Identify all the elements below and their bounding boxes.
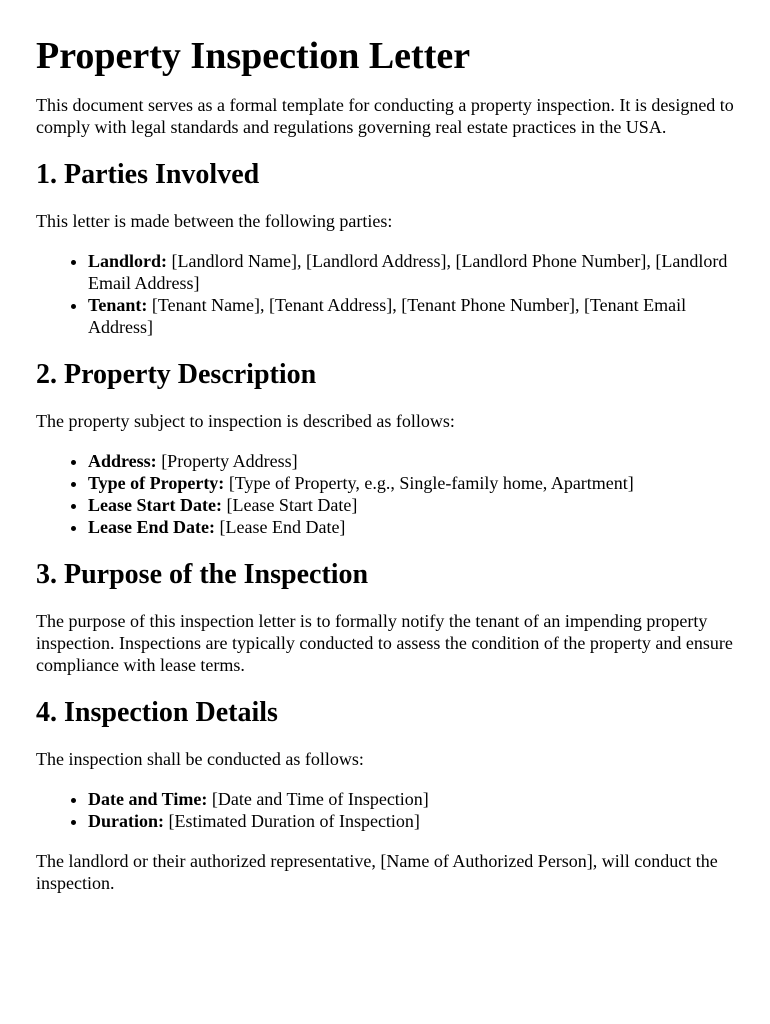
section-lead-purpose: The purpose of this inspection letter is to formally notify the tenant of an impending property inspection. Inspections are typically conducted to assess the condition of the property and ensure compliance with lease terms. <box>36 611 733 675</box>
item-value: [Estimated Duration of Inspection] <box>164 811 420 831</box>
list-item-lease-start <box>88 494 734 516</box>
section-heading-details: 4. Inspection Details <box>36 697 278 728</box>
intro-paragraph: This document serves as a formal template for conducting a property inspection. It is designed to comply with legal standards and regulations governing real estate practices in the USA. <box>36 95 734 137</box>
item-label: Duration: <box>88 811 164 831</box>
list-item-address <box>88 450 734 472</box>
details-list <box>36 788 734 832</box>
list-item-tenant <box>88 294 734 338</box>
item-value: [Type of Property, e.g., Single-family home, Apartment] <box>224 473 634 493</box>
item-label: Lease End Date: <box>88 517 215 537</box>
section-heading-parties: 1. Parties Involved <box>36 159 260 190</box>
item-value: [Lease Start Date] <box>221 495 358 515</box>
item-value: [Lease End Date] <box>215 517 346 537</box>
item-value: [Date and Time of Inspection] <box>207 789 429 809</box>
section-heading-purpose: 3. Purpose of the Inspection <box>36 559 369 590</box>
list-item-duration <box>88 810 734 832</box>
item-label: Date and Time: <box>88 789 208 809</box>
item-value: [Property Address] <box>156 451 298 471</box>
section-lead-property: The property subject to inspection is described as follows: <box>36 411 455 431</box>
list-item-lease-end <box>88 516 734 538</box>
section-lead-parties: This letter is made between the following parties: <box>36 211 393 231</box>
item-value: [Landlord Name], [Landlord Address], [Landlord Phone Number], [Landlord Email Address] <box>88 251 728 293</box>
list-item-type <box>88 472 734 494</box>
section-heading-property: 2. Property Description <box>36 359 317 390</box>
item-label: Lease Start Date: <box>88 495 222 515</box>
list-item-landlord <box>88 250 734 294</box>
parties-list <box>36 250 734 338</box>
item-label: Type of Property: <box>88 473 225 493</box>
list-item-date-time <box>88 788 734 810</box>
document-title: Property Inspection Letter <box>36 35 471 77</box>
item-label: Tenant: <box>88 295 148 315</box>
section-lead-details: The inspection shall be conducted as follows: <box>36 749 364 769</box>
closing-paragraph: The landlord or their authorized representative, [Name of Authorized Person], will conduct the inspection. <box>36 851 718 893</box>
item-label: Address: <box>88 451 157 471</box>
item-label: Landlord: <box>88 251 168 271</box>
property-list <box>36 450 734 538</box>
item-value: [Tenant Name], [Tenant Address], [Tenant Phone Number], [Tenant Email Address] <box>88 295 687 337</box>
